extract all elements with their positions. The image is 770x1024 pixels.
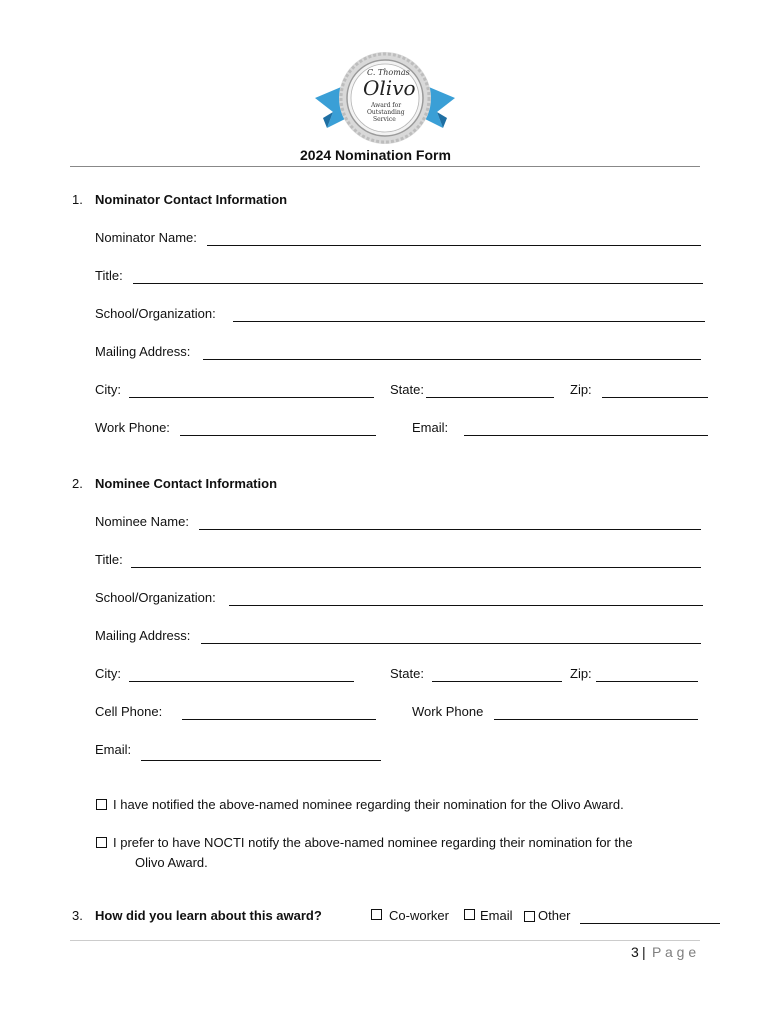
nominator-email-label: Email:: [412, 420, 449, 435]
footer-divider: [70, 940, 700, 941]
section2-heading: Nominee Contact Information: [95, 476, 278, 491]
nominator-school-label: School/Organization:: [95, 306, 216, 321]
nominee-title-label: Title:: [95, 552, 123, 567]
nominator-name-field[interactable]: [207, 245, 701, 246]
nominee-title-field[interactable]: [131, 567, 701, 568]
page-title: 2024 Nomination Form: [300, 147, 451, 163]
nominator-city-field[interactable]: [129, 397, 374, 398]
section1-heading: Nominator Contact Information: [95, 192, 288, 207]
nominator-state-field[interactable]: [426, 397, 554, 398]
nominator-school-field[interactable]: [233, 321, 705, 322]
coworker-checkbox[interactable]: [371, 909, 382, 920]
nominator-zip-label: Zip:: [570, 382, 592, 397]
other-checkbox[interactable]: [524, 911, 535, 922]
nominee-zip-label: Zip:: [570, 666, 592, 681]
nocti-notify-text-line2: Olivo Award.: [135, 855, 208, 870]
nominee-cell-phone-label: Cell Phone:: [95, 704, 163, 719]
nominee-work-phone-label: Work Phone: [412, 704, 484, 719]
nominator-work-phone-label: Work Phone:: [95, 420, 170, 435]
nominee-email-field[interactable]: [141, 760, 381, 761]
section2-number: 2.: [72, 476, 83, 491]
nominator-city-label: City:: [95, 382, 121, 397]
section3-number: 3.: [72, 908, 83, 923]
email-label: Email: [480, 908, 513, 923]
section3-heading: How did you learn about this award?: [95, 908, 322, 923]
olivo-award-logo: [305, 48, 465, 148]
nominator-name-label: Nominator Name:: [95, 230, 197, 245]
coworker-label: Co-worker: [389, 908, 449, 923]
nominee-name-field[interactable]: [199, 529, 701, 530]
logo-text-line3: Award for: [371, 102, 402, 109]
nocti-notify-checkbox[interactable]: [96, 837, 107, 848]
nominee-cell-phone-field[interactable]: [182, 719, 376, 720]
nominator-title-label: Title:: [95, 268, 123, 283]
notified-nominee-checkbox[interactable]: [96, 799, 107, 810]
other-label: Other: [538, 908, 571, 923]
logo-text-line2: Olivo: [363, 76, 416, 100]
footer-page-word: P a g e: [652, 944, 697, 960]
logo-text-line4: Outstanding: [367, 109, 405, 116]
nominee-city-label: City:: [95, 666, 121, 681]
nominee-school-field[interactable]: [229, 605, 703, 606]
nominator-zip-field[interactable]: [602, 397, 708, 398]
email-checkbox[interactable]: [464, 909, 475, 920]
nominator-email-field[interactable]: [464, 435, 708, 436]
nominee-state-field[interactable]: [432, 681, 562, 682]
nominee-state-label: State:: [390, 666, 424, 681]
nominee-mailing-field[interactable]: [201, 643, 701, 644]
section1-number: 1.: [72, 192, 83, 207]
title-divider: [70, 166, 700, 167]
other-field[interactable]: [580, 923, 720, 924]
nominee-zip-field[interactable]: [596, 681, 698, 682]
nominator-state-label: State:: [390, 382, 424, 397]
nominator-title-field[interactable]: [133, 283, 703, 284]
nominator-work-phone-field[interactable]: [180, 435, 376, 436]
nominator-mailing-field[interactable]: [203, 359, 701, 360]
logo-text-line5: Service: [373, 116, 396, 123]
logo-text-line1: C. Thomas: [367, 68, 410, 77]
footer-separator: |: [642, 944, 646, 960]
nominee-city-field[interactable]: [129, 681, 354, 682]
nominee-mailing-label: Mailing Address:: [95, 628, 191, 643]
nominee-work-phone-field[interactable]: [494, 719, 698, 720]
nominee-email-label: Email:: [95, 742, 132, 757]
nominee-school-label: School/Organization:: [95, 590, 216, 605]
nominee-name-label: Nominee Name:: [95, 514, 189, 529]
notified-nominee-text: I have notified the above-named nominee regarding their nomination for the Olivo Award.: [113, 797, 624, 812]
footer-page-number: 3: [631, 944, 639, 960]
nocti-notify-text-line1: I prefer to have NOCTI notify the above-named nominee regarding their nomination for the: [113, 835, 633, 850]
nominator-mailing-label: Mailing Address:: [95, 344, 191, 359]
